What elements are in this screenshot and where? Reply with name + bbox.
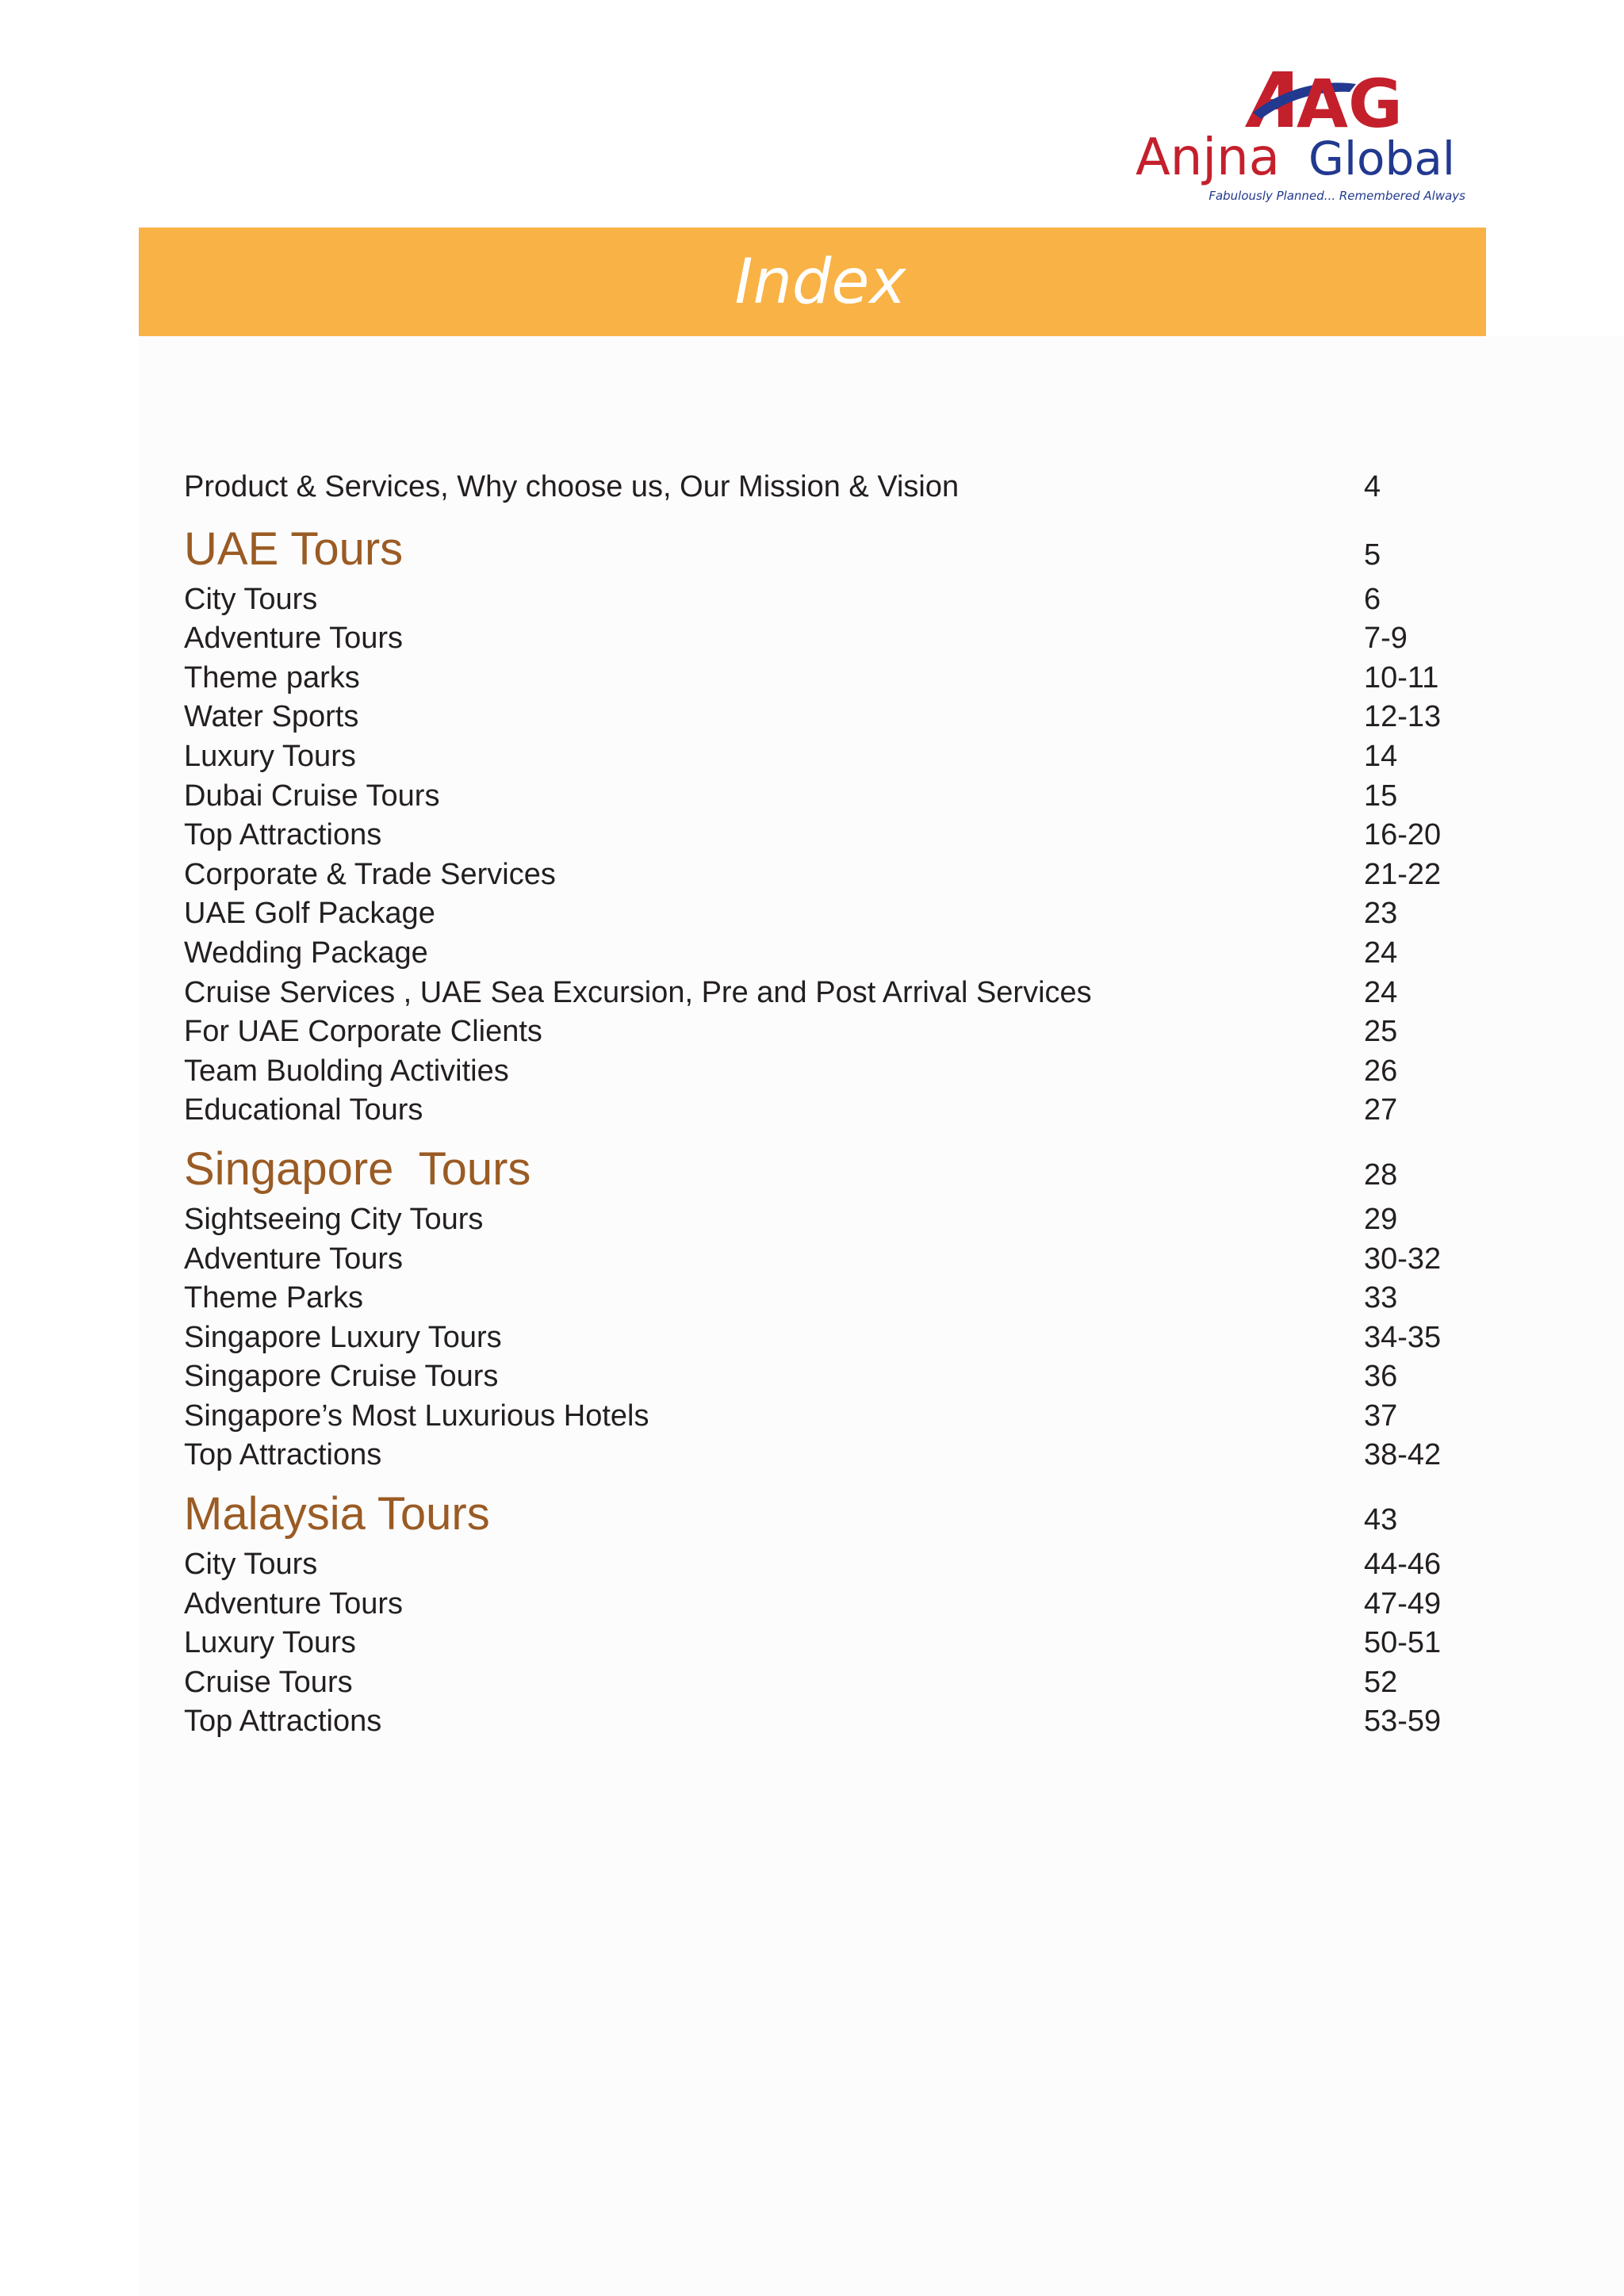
toc-entry <box>184 974 1469 1013</box>
toc-entry <box>184 1318 1469 1358</box>
toc-entry <box>184 816 1469 855</box>
toc-entry <box>184 1012 1469 1052</box>
section-title: Singapore Tours <box>184 1142 531 1195</box>
toc-entry-label: Adventure Tours <box>184 1242 404 1276</box>
toc-entry-label: Top Attractions <box>184 1438 382 1472</box>
toc-entry-label: Theme parks <box>184 660 360 695</box>
toc-entry <box>184 1663 1469 1703</box>
brand-tagline: Fabulously Planned... Remembered Always <box>1208 189 1465 203</box>
toc-entry-label: Singapore Luxury Tours <box>184 1320 502 1354</box>
section-page: 28 <box>1364 1158 1398 1192</box>
toc-section-singapore <box>184 1138 1469 1200</box>
toc-entry-label: City Tours <box>184 1548 318 1582</box>
toc-entry-page: 27 <box>1364 1093 1398 1127</box>
toc-entry-page: 10-11 <box>1364 660 1439 695</box>
toc-entry-page: 30-32 <box>1364 1242 1442 1276</box>
toc-entry-label: Top Attractions <box>184 818 382 852</box>
toc-section-malaysia <box>184 1483 1469 1545</box>
toc-entry <box>184 659 1469 698</box>
brand-logo <box>1134 63 1475 206</box>
toc-entry-label: Corporate & Trade Services <box>184 857 556 891</box>
toc-entry-label: Cruise Tours <box>184 1665 353 1699</box>
toc-entry <box>184 855 1469 895</box>
toc-entry-page: 37 <box>1364 1399 1398 1433</box>
toc-entry <box>184 619 1469 659</box>
toc-entry-page: 6 <box>1364 582 1381 616</box>
toc-entry-label: Adventure Tours <box>184 622 404 656</box>
toc-entry-page: 16-20 <box>1364 818 1442 852</box>
toc-entry-page: 47-49 <box>1364 1586 1442 1621</box>
toc-entry <box>184 1052 1469 1092</box>
toc-entry <box>184 737 1469 777</box>
toc-entry-page: 29 <box>1364 1202 1398 1236</box>
toc-entry-label: Educational Tours <box>184 1093 423 1127</box>
toc-entry-page: 12-13 <box>1364 700 1442 734</box>
toc-entry <box>184 1545 1469 1585</box>
section-page: 5 <box>1364 538 1381 572</box>
toc-entry-label: Singapore’s Most Luxurious Hotels <box>184 1399 649 1433</box>
toc-entry <box>184 1357 1469 1397</box>
toc-entry-label: Adventure Tours <box>184 1586 404 1621</box>
toc-entry <box>184 1279 1469 1318</box>
toc-entry-page: 4 <box>1364 470 1381 503</box>
toc-entry <box>184 894 1469 934</box>
toc-entry <box>184 1702 1469 1742</box>
toc-entry <box>184 1436 1469 1475</box>
toc-entry-page: 26 <box>1364 1054 1398 1088</box>
toc-entry-page: 24 <box>1364 975 1398 1009</box>
toc-entry-label: For UAE Corporate Clients <box>184 1015 542 1049</box>
toc-entry-page: 14 <box>1364 739 1398 773</box>
toc-entry-page: 38-42 <box>1364 1438 1442 1472</box>
brand-monogram-text: AG <box>1297 65 1403 143</box>
section-title: Malaysia Tours <box>184 1488 490 1540</box>
section-title: UAE Tours <box>184 522 404 575</box>
toc-entry-page: 21-22 <box>1364 857 1442 891</box>
toc-entry-page: 36 <box>1364 1360 1398 1394</box>
toc-entry-page: 25 <box>1364 1015 1398 1049</box>
toc-entry-label: Singapore Cruise Tours <box>184 1360 499 1394</box>
toc-entry <box>184 1240 1469 1280</box>
toc-entry-page: 34-35 <box>1364 1320 1442 1354</box>
brand-name-part1: Anjna <box>1136 128 1280 187</box>
toc-entry-page: 52 <box>1364 1665 1398 1699</box>
toc-entry-label: Luxury Tours <box>184 739 356 773</box>
toc-entry-page: 44-46 <box>1364 1548 1442 1582</box>
toc-entry <box>184 698 1469 737</box>
toc-section-uae <box>184 519 1469 580</box>
toc-entry-page: 33 <box>1364 1281 1398 1315</box>
index-banner <box>139 228 1486 336</box>
toc-entry-page: 50-51 <box>1364 1626 1442 1660</box>
toc-entry <box>184 777 1469 817</box>
page-title: Index <box>734 246 906 318</box>
brand-name-part2: Global <box>1308 132 1456 186</box>
toc-entry <box>184 1200 1469 1240</box>
toc-entry <box>184 1397 1469 1437</box>
toc-entry-page: 7-9 <box>1364 622 1408 656</box>
toc-entry-label: Sightseeing City Tours <box>184 1202 484 1236</box>
toc-entry-label: Top Attractions <box>184 1705 382 1739</box>
toc-entry <box>184 1091 1469 1131</box>
toc-entry-page: 23 <box>1364 897 1398 931</box>
toc-entry <box>184 1624 1469 1663</box>
toc-entry-label: Product & Services, Why choose us, Our Mission & Vision <box>184 470 959 503</box>
toc-entry-label: Water Sports <box>184 700 359 734</box>
toc-entry-label: Dubai Cruise Tours <box>184 779 440 813</box>
toc-entry <box>184 934 1469 974</box>
toc-entry-label: Cruise Services , UAE Sea Excursion, Pre and Post Arrival Services <box>184 975 1092 1009</box>
toc-entry <box>184 580 1469 620</box>
toc-entry-page: 24 <box>1364 936 1398 970</box>
toc-entry-label: Team Buolding Activities <box>184 1054 509 1088</box>
toc-entry-page: 15 <box>1364 779 1398 813</box>
toc-entry-label: UAE Golf Package <box>184 897 435 931</box>
toc-entry-label: City Tours <box>184 582 318 616</box>
toc-entry-label: Wedding Package <box>184 936 428 970</box>
table-of-contents <box>184 468 1469 1742</box>
toc-intro-row <box>184 468 1469 507</box>
toc-entry-page: 53-59 <box>1364 1705 1442 1739</box>
section-page: 43 <box>1364 1503 1398 1537</box>
toc-entry <box>184 1585 1469 1624</box>
toc-entry-label: Theme Parks <box>184 1281 363 1315</box>
toc-entry-label: Luxury Tours <box>184 1626 356 1660</box>
